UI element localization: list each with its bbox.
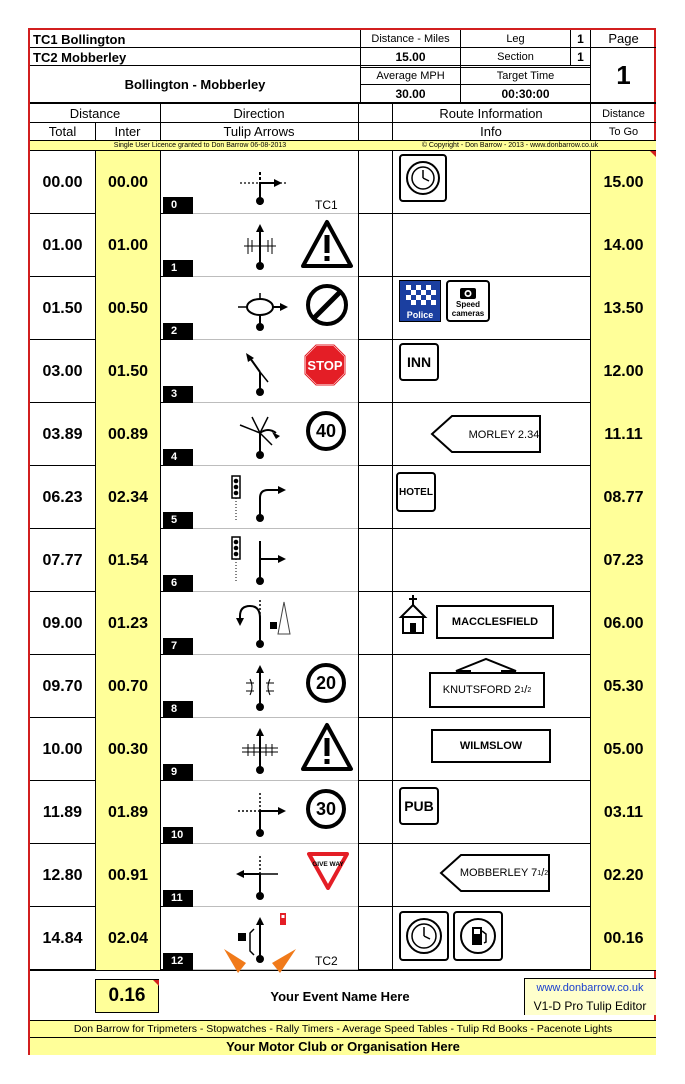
warning-triangle-icon: [300, 219, 354, 274]
knutsford-direction-sign: KNUTSFORD 2 1 / 2: [428, 657, 546, 714]
leg-value: 1: [577, 31, 584, 46]
step-number: 2: [163, 323, 193, 339]
to-go-distance: 05.00: [603, 740, 644, 758]
advert-text: Don Barrow for Tripmeters - Stopwatches - Rally Timers - Average Speed Tables - Tulip Rd Books - Pacenote Lights: [73, 1023, 613, 1035]
knutsford-fraction-num: 1: [520, 686, 525, 694]
step-number: 6: [163, 575, 193, 591]
total-distance: 01.00: [42, 236, 83, 254]
inter-distance: 01.23: [107, 614, 149, 632]
table-row: [30, 151, 656, 214]
tulip-diagram: [210, 279, 310, 342]
morley-sign-text: MORLEY 2.34: [468, 429, 540, 441]
leg-label: Leg: [506, 32, 525, 45]
tulip-diagram: [210, 216, 310, 279]
tc1-title: TC1 Bollington: [33, 31, 126, 47]
tulip-diagram: [210, 657, 310, 720]
step-number: 10: [163, 827, 193, 843]
step-number: 9: [163, 764, 193, 780]
tulip-diagram: [210, 468, 310, 531]
to-go-distance: 02.20: [603, 866, 644, 884]
police-icon: [399, 280, 441, 322]
inter-distance: 02.34: [107, 488, 149, 506]
avg-mph-label: Average MPH: [376, 70, 445, 82]
inter-distance: 01.00: [107, 236, 149, 254]
tc2-title: TC2 Mobberley: [33, 49, 127, 65]
step-number: 8: [163, 701, 193, 717]
tulip-diagram: [210, 531, 310, 594]
event-name: Your Event Name Here: [270, 988, 410, 1004]
mobberley-fraction-num: 1: [537, 869, 542, 877]
knutsford-fraction-den: 2: [527, 686, 532, 694]
to-go-distance: 15.00: [603, 173, 644, 191]
inter-distance: 00.50: [107, 299, 149, 317]
page-label: Page: [608, 31, 639, 46]
inter-distance: 00.00: [107, 173, 149, 191]
inter-distance: 00.30: [107, 740, 149, 758]
total-distance: 12.80: [42, 866, 83, 884]
macclesfield-sign: MACCLESFIELD: [436, 605, 554, 639]
to-go-distance: 07.23: [603, 551, 644, 569]
avg-mph-value: 30.00: [395, 86, 426, 101]
mobberley-sign-text: MOBBERLEY 7: [459, 867, 538, 879]
fuel-station-icon: [453, 911, 503, 961]
total-distance: 09.70: [42, 677, 83, 695]
give-way-icon: [307, 852, 349, 895]
speed-limit-30-icon: 30: [306, 789, 346, 829]
to-go-distance: 11.11: [604, 425, 643, 443]
total-header: Total: [48, 124, 77, 139]
table-row: [30, 592, 656, 655]
tulip-diagram: [210, 720, 310, 783]
tulip-diagram: [210, 153, 310, 216]
total-distance: 14.84: [42, 929, 83, 947]
target-time-label: Target Time: [496, 70, 555, 82]
distance-right-header: Distance: [602, 107, 645, 120]
total-distance: 03.00: [42, 362, 83, 380]
inn-icon: INN: [399, 343, 439, 381]
to-go-distance: 03.11: [603, 803, 644, 821]
step-number: 4: [163, 449, 193, 465]
route-title: Bollington - Mobberley: [124, 76, 266, 92]
total-distance: 09.00: [42, 614, 83, 632]
section-value: 1: [577, 49, 584, 64]
to-go-distance: 14.00: [603, 236, 644, 254]
product-name: V1-D Pro Tulip Editor: [533, 999, 647, 1013]
tulip-header: Tulip Arrows: [223, 124, 295, 139]
speed-cameras-label: Speed cameras: [451, 300, 485, 318]
step-number: 5: [163, 512, 193, 528]
inter-header: Inter: [114, 124, 141, 139]
inter-distance: 01.54: [107, 551, 149, 569]
inter-distance: 02.04: [107, 929, 149, 947]
tulip-diagram: [210, 342, 310, 405]
final-distance-value: 0.16: [108, 985, 146, 1006]
no-entry-icon: [304, 282, 350, 333]
inter-distance: 01.50: [107, 362, 149, 380]
tulip-diagram: [210, 594, 310, 657]
step-number: 12: [163, 953, 193, 969]
to-go-distance: 13.50: [603, 299, 644, 317]
stop-sign-text: STOP: [307, 358, 343, 373]
speed-limit-20-icon: 20: [306, 663, 346, 703]
inter-distance: 00.91: [107, 866, 149, 884]
to-go-distance: 00.16: [603, 929, 644, 947]
mobberley-direction-sign: MOBBERLEY 7 1 / 2: [439, 853, 551, 898]
step-number: 11: [163, 890, 193, 906]
clock-icon: [399, 154, 447, 202]
police-label: Police: [406, 310, 434, 320]
total-distance: 01.50: [42, 299, 83, 317]
distance-miles-label: Distance - Miles: [371, 32, 450, 45]
table-row: [30, 907, 656, 970]
give-way-text: GIVE WAY: [312, 861, 344, 868]
pub-icon: PUB: [399, 787, 439, 825]
tulip-diagram: [210, 846, 310, 909]
tulip-diagram: [210, 909, 310, 982]
speed-camera-icon: [446, 280, 490, 322]
speed-limit-40-icon: 40: [306, 411, 346, 451]
clock-icon-2: [399, 911, 449, 961]
licence-text: Single User Licence granted to Don Barrow 06-08-2013: [113, 142, 287, 149]
stop-sign-icon: [303, 343, 347, 392]
distance-miles-value: 15.00: [395, 49, 426, 64]
warning-triangle-icon-2: [300, 722, 354, 777]
step-number: 3: [163, 386, 193, 402]
to-go-distance: 08.77: [603, 488, 644, 506]
total-distance: 00.00: [42, 173, 83, 191]
hotel-icon: HOTEL: [396, 472, 436, 512]
page-number: 1: [616, 59, 631, 90]
mobberley-fraction-den: 2: [544, 869, 549, 877]
to-go-distance: 12.00: [603, 362, 644, 380]
to-go-distance: 06.00: [603, 614, 644, 632]
inter-distance: 00.89: [107, 425, 149, 443]
step-number: 7: [163, 638, 193, 654]
inter-distance: 00.70: [107, 677, 149, 695]
wilmslow-sign: WILMSLOW: [431, 729, 551, 763]
roadbook-sheet: [28, 28, 656, 1055]
step-number: 0: [163, 197, 193, 213]
tulip-diagram: [210, 405, 310, 468]
to-go-distance: 05.30: [603, 677, 644, 695]
total-distance: 10.00: [42, 740, 83, 758]
total-distance: 03.89: [42, 425, 83, 443]
distance-header: Distance: [69, 106, 121, 121]
tc1-marker: TC1: [315, 198, 338, 212]
step-number: 1: [163, 260, 193, 276]
table-row: [30, 466, 656, 529]
total-distance: 06.23: [42, 488, 83, 506]
to-go-header: To Go: [608, 125, 639, 138]
total-distance: 11.89: [42, 803, 83, 821]
church-icon: [398, 593, 428, 642]
morley-direction-sign: [430, 414, 542, 459]
section-label: Section: [497, 50, 534, 63]
club-name: Your Motor Club or Organisation Here: [226, 1039, 460, 1054]
tc2-marker: TC2: [315, 954, 338, 968]
direction-header: Direction: [233, 106, 285, 121]
route-info-header: Route Information: [439, 106, 543, 121]
inter-distance: 01.89: [107, 803, 149, 821]
info-header: Info: [480, 124, 502, 139]
knutsford-sign-text: KNUTSFORD 2: [442, 684, 521, 696]
copyright-text: © Copyright - Don Barrow - 2013 - www.donbarrow.co.uk: [421, 142, 599, 149]
table-row: [30, 529, 656, 592]
total-distance: 07.77: [42, 551, 83, 569]
target-time-value: 00:30:00: [501, 86, 550, 101]
tulip-diagram: [210, 783, 310, 846]
website-link[interactable]: www.donbarrow.co.uk: [536, 982, 644, 994]
